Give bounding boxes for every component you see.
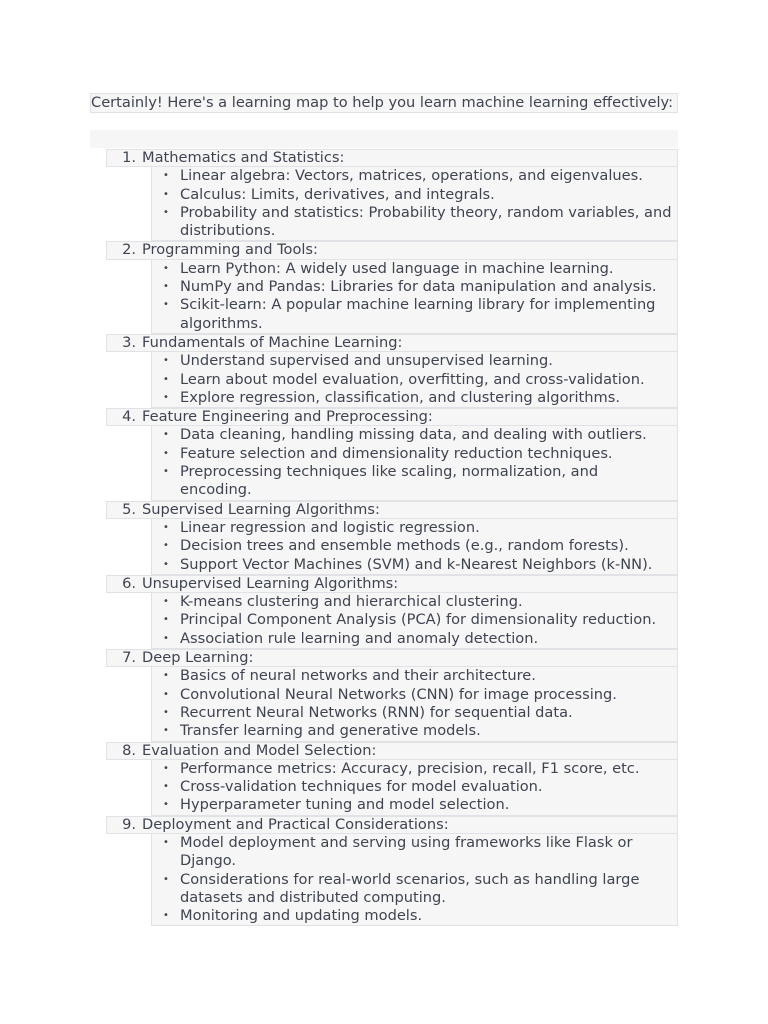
list-item bbox=[152, 186, 677, 204]
list-item-text: Hyperparameter tuning and model selection. bbox=[180, 796, 510, 814]
section-title: Unsupervised Learning Algorithms: bbox=[142, 574, 399, 592]
section-heading bbox=[106, 575, 678, 593]
section-items bbox=[151, 593, 678, 649]
list-item bbox=[152, 907, 677, 925]
list-item bbox=[152, 278, 677, 296]
list-item bbox=[152, 686, 677, 704]
list-item bbox=[152, 611, 677, 629]
bullet-icon: • bbox=[163, 558, 169, 570]
section-items bbox=[151, 260, 678, 334]
bullet-icon: • bbox=[163, 521, 169, 533]
section-title: Fundamentals of Machine Learning: bbox=[142, 333, 403, 351]
bullet-icon: • bbox=[163, 206, 169, 218]
bullet-icon: • bbox=[163, 170, 169, 182]
list-item-text: Linear algebra: Vectors, matrices, operations, and eigenvalues. bbox=[180, 167, 643, 185]
list-item-text: Learn about model evaluation, overfitting, and cross-validation. bbox=[180, 370, 645, 388]
section-title: Deployment and Practical Considerations: bbox=[142, 815, 449, 833]
list-item-text: Support Vector Machines (SVM) and k-Nearest Neighbors (k-NN). bbox=[180, 555, 653, 573]
list-item-text: Monitoring and updating models. bbox=[180, 907, 423, 925]
section-number: 1. bbox=[122, 149, 136, 166]
section-items bbox=[151, 760, 678, 816]
list-item bbox=[152, 204, 677, 241]
section-heading bbox=[106, 501, 678, 519]
list-item-text: Calculus: Limits, derivatives, and integrals. bbox=[180, 185, 495, 203]
list-item bbox=[152, 426, 677, 444]
list-item-text: Data cleaning, handling missing data, and dealing with outliers. bbox=[180, 426, 647, 444]
section-items bbox=[151, 352, 678, 408]
section-heading bbox=[106, 241, 678, 259]
intro-spacer bbox=[90, 130, 678, 148]
bullet-icon: • bbox=[163, 447, 169, 459]
list-item bbox=[152, 834, 677, 871]
list-item bbox=[152, 445, 677, 463]
bullet-icon: • bbox=[163, 670, 169, 682]
section-title: Mathematics and Statistics: bbox=[142, 149, 345, 166]
bullet-icon: • bbox=[163, 873, 169, 885]
bullet-icon: • bbox=[163, 466, 169, 478]
bullet-icon: • bbox=[163, 596, 169, 608]
section-title: Deep Learning: bbox=[142, 649, 254, 667]
learning-map-section bbox=[106, 149, 678, 241]
bullet-icon: • bbox=[163, 614, 169, 626]
learning-map-section bbox=[106, 575, 678, 649]
bullet-icon: • bbox=[163, 762, 169, 774]
learning-map-section bbox=[106, 501, 678, 575]
bullet-icon: • bbox=[163, 391, 169, 403]
learning-map-section bbox=[106, 649, 678, 741]
list-item-text: Decision trees and ensemble methods (e.g., random forests). bbox=[180, 537, 629, 555]
list-item bbox=[152, 778, 677, 796]
list-item bbox=[152, 389, 677, 407]
list-item-text: Linear regression and logistic regression. bbox=[180, 518, 480, 536]
list-item bbox=[152, 704, 677, 722]
section-number: 5. bbox=[122, 500, 136, 518]
section-title: Programming and Tools: bbox=[142, 241, 318, 259]
list-item-text: Transfer learning and generative models. bbox=[180, 722, 481, 740]
learning-map-section bbox=[106, 241, 678, 333]
list-item-text: Cross-validation techniques for model evaluation. bbox=[180, 778, 543, 796]
list-item-text: Probability and statistics: Probability theory, random variables, and distributions. bbox=[180, 203, 672, 240]
list-item bbox=[152, 630, 677, 648]
bullet-icon: • bbox=[163, 429, 169, 441]
list-item-text: Principal Component Analysis (PCA) for dimensionality reduction. bbox=[180, 611, 657, 629]
bullet-icon: • bbox=[163, 373, 169, 385]
list-item-text: Basics of neural networks and their architecture. bbox=[180, 667, 536, 685]
list-item bbox=[152, 796, 677, 814]
section-number: 7. bbox=[122, 649, 136, 667]
bullet-icon: • bbox=[163, 632, 169, 644]
list-item-text: Model deployment and serving using frameworks like Flask or Django. bbox=[180, 833, 633, 870]
list-item-text: Scikit-learn: A popular machine learning library for implementing algorithms. bbox=[180, 296, 656, 332]
list-item bbox=[152, 537, 677, 555]
list-item bbox=[152, 556, 677, 574]
list-item-text: Convolutional Neural Networks (CNN) for image processing. bbox=[180, 685, 617, 703]
section-heading bbox=[106, 816, 678, 834]
intro-text: Certainly! Here's a learning map to help you learn machine learning effectively: bbox=[90, 93, 678, 113]
bullet-icon: • bbox=[163, 281, 169, 293]
section-number: 8. bbox=[122, 741, 136, 759]
bullet-icon: • bbox=[163, 836, 169, 848]
section-number: 3. bbox=[122, 333, 136, 351]
list-item-text: NumPy and Pandas: Libraries for data manipulation and analysis. bbox=[180, 278, 657, 296]
bullet-icon: • bbox=[163, 781, 169, 793]
list-item-text: Explore regression, classification, and clustering algorithms. bbox=[180, 388, 620, 406]
section-items bbox=[151, 834, 678, 926]
list-item bbox=[152, 722, 677, 740]
list-item bbox=[152, 371, 677, 389]
section-number: 2. bbox=[122, 241, 136, 259]
list-item-text: Association rule learning and anomaly detection. bbox=[180, 629, 539, 647]
section-title: Supervised Learning Algorithms: bbox=[142, 500, 380, 518]
section-items bbox=[151, 167, 678, 241]
bullet-icon: • bbox=[163, 725, 169, 737]
bullet-icon: • bbox=[163, 188, 169, 200]
bullet-icon: • bbox=[163, 262, 169, 274]
section-heading bbox=[106, 649, 678, 667]
section-number: 6. bbox=[122, 574, 136, 592]
section-heading bbox=[106, 149, 678, 167]
section-items bbox=[151, 426, 678, 500]
list-item-text: Feature selection and dimensionality reduction techniques. bbox=[180, 444, 613, 462]
bullet-icon: • bbox=[163, 299, 169, 311]
list-item bbox=[152, 260, 677, 278]
bullet-icon: • bbox=[163, 910, 169, 922]
learning-map-section bbox=[106, 742, 678, 816]
list-item-text: Considerations for real-world scenarios, such as handling large datasets and distributed computing. bbox=[180, 870, 640, 906]
list-item-text: Recurrent Neural Networks (RNN) for sequential data. bbox=[180, 703, 573, 721]
section-number: 9. bbox=[122, 815, 136, 833]
list-item bbox=[152, 667, 677, 685]
list-item bbox=[152, 296, 677, 333]
section-heading bbox=[106, 742, 678, 760]
section-title: Evaluation and Model Selection: bbox=[142, 741, 377, 759]
learning-map-section bbox=[106, 408, 678, 500]
list-item bbox=[152, 760, 677, 778]
learning-map-section bbox=[106, 816, 678, 927]
list-item-text: Preprocessing techniques like scaling, normalization, and encoding. bbox=[180, 463, 599, 499]
learning-map-list bbox=[106, 149, 678, 926]
bullet-icon: • bbox=[163, 355, 169, 367]
list-item-text: Understand supervised and unsupervised learning. bbox=[180, 352, 553, 370]
section-heading bbox=[106, 408, 678, 426]
bullet-icon: • bbox=[163, 688, 169, 700]
list-item bbox=[152, 871, 677, 908]
section-number: 4. bbox=[122, 408, 136, 426]
list-item-text: Learn Python: A widely used language in machine learning. bbox=[180, 259, 614, 277]
list-item bbox=[152, 463, 677, 500]
list-item bbox=[152, 519, 677, 537]
list-item-text: K-means clustering and hierarchical clustering. bbox=[180, 593, 523, 611]
learning-map-section bbox=[106, 334, 678, 408]
section-items bbox=[151, 667, 678, 741]
list-item bbox=[152, 167, 677, 185]
bullet-icon: • bbox=[163, 540, 169, 552]
bullet-icon: • bbox=[163, 706, 169, 718]
list-item bbox=[152, 352, 677, 370]
list-item-text: Performance metrics: Accuracy, precision, recall, F1 score, etc. bbox=[180, 759, 640, 777]
list-item bbox=[152, 593, 677, 611]
section-title: Feature Engineering and Preprocessing: bbox=[142, 408, 433, 426]
section-heading bbox=[106, 334, 678, 352]
section-items bbox=[151, 519, 678, 575]
bullet-icon: • bbox=[163, 799, 169, 811]
